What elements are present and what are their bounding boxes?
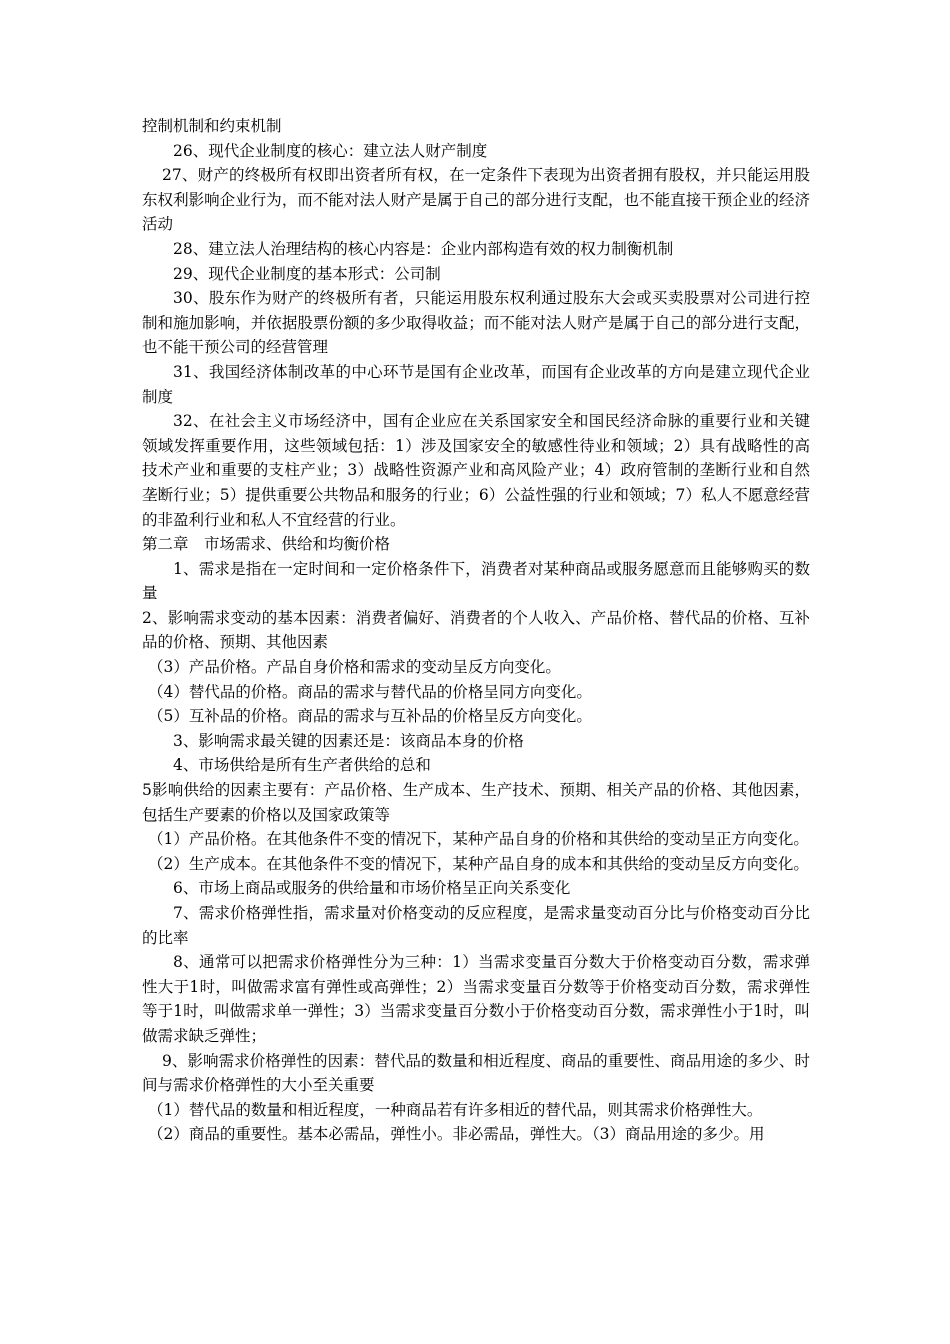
- paragraph: 26、现代企业制度的核心：建立法人财产制度: [173, 141, 488, 160]
- paragraph: （1）产品价格。在其他条件不变的情况下，某种产品自身的价格和其供给的变动呈正方向变化。: [148, 830, 809, 849]
- paragraph: （1）替代品的数量和相近程度，一种商品若有许多相近的替代品，则其需求价格弹性大。: [148, 1100, 763, 1119]
- paragraph: 27、财产的终极所有权即出资者所有权，在一定条件下表现为出资者拥有股权，并只能运用股东权利影响企业行为，而不能对法人财产是属于自己的部分进行支配，也不能直接干预企业的经济活动: [142, 166, 810, 234]
- paragraph: 3、影响需求最关键的因素还是：该商品本身的价格: [173, 731, 524, 750]
- chapter-heading: 第二章 市场需求、供给和均衡价格: [142, 535, 391, 554]
- paragraph: （2）生产成本。在其他条件不变的情况下，某种产品自身的成本和其供给的变动呈反方向变化。: [148, 854, 809, 873]
- paragraph: 8、通常可以把需求价格弹性分为三种：1）当需求变量百分数大于价格变动百分数，需求弹性大于1时，叫做需求富有弹性或高弹性；2）当需求变量百分数等于价格变动百分数，需求弹性等于1时，叫做需求单一弹性；3）当需求变量百分数小于价格变动百分数，需求弹性小于1时，叫做需求缺乏弹性；: [142, 953, 810, 1045]
- paragraph: （2）商品的重要性。基本必需品，弹性小。非必需品，弹性大。（3）商品用途的多少。用: [148, 1125, 765, 1144]
- paragraph: （4）替代品的价格。商品的需求与替代品的价格呈同方向变化。: [148, 682, 592, 701]
- paragraph: 2、影响需求变动的基本因素：消费者偏好、消费者的个人收入、产品价格、替代品的价格、互补品的价格、预期、其他因素: [142, 608, 810, 652]
- paragraph: 1、需求是指在一定时间和一定价格条件下，消费者对某种商品或服务愿意而且能够购买的数量: [142, 559, 810, 603]
- paragraph: 9、影响需求价格弹性的因素：替代品的数量和相近程度、商品的重要性、商品用途的多少、时间与需求价格弹性的大小至关重要: [142, 1051, 810, 1095]
- paragraph: 32、在社会主义市场经济中，国有企业应在关系国家安全和国民经济命脉的重要行业和关键领域发挥重要作用，这些领域包括：1）涉及国家安全的敏感性待业和领域；2）具有战略性的高技术产业和重要的支柱产业；3）战略性资源产业和高风险产业；4）政府管制的垄断行业和自然垄断行业；5）提供重要公共物品和服务的行业；6）公益性强的行业和领域；7）私人不愿意经营的非盈利行业和私人不宜经营的行业。: [142, 412, 810, 529]
- paragraph: 30、股东作为财产的终极所有者，只能运用股东权利通过股东大会或买卖股票对公司进行控制和施加影响，并依据股票份额的多少取得收益；而不能对法人财产是属于自己的部分进行支配，也不能干预公司的经营管理: [142, 289, 810, 357]
- document-page: [142, 114, 810, 1147]
- paragraph: 6、市场上商品或服务的供给量和市场价格呈正向关系变化: [173, 879, 571, 898]
- paragraph: （5）互补品的价格。商品的需求与互补品的价格呈反方向变化。: [148, 707, 592, 726]
- paragraph: 控制机制和约束机制: [142, 117, 282, 135]
- paragraph: 7、需求价格弹性指，需求量对价格变动的反应程度，是需求量变动百分比与价格变动百分比的比率: [142, 904, 810, 947]
- paragraph: 4、市场供给是所有生产者供给的总和: [173, 756, 431, 775]
- paragraph: 5影响供给的因素主要有：产品价格、生产成本、生产技术、预期、相关产品的价格、其他因素，包括生产要素的价格以及国家政策等: [142, 781, 810, 824]
- paragraph: 28、建立法人治理结构的核心内容是：企业内部构造有效的权力制衡机制: [173, 239, 674, 258]
- paragraph: （3）产品价格。产品自身价格和需求的变动呈反方向变化。: [148, 658, 561, 677]
- paragraph: 29、现代企业制度的基本形式：公司制: [173, 264, 441, 283]
- paragraph: 31、我国经济体制改革的中心环节是国有企业改革，而国有企业改革的方向是建立现代企业制度: [142, 362, 810, 406]
